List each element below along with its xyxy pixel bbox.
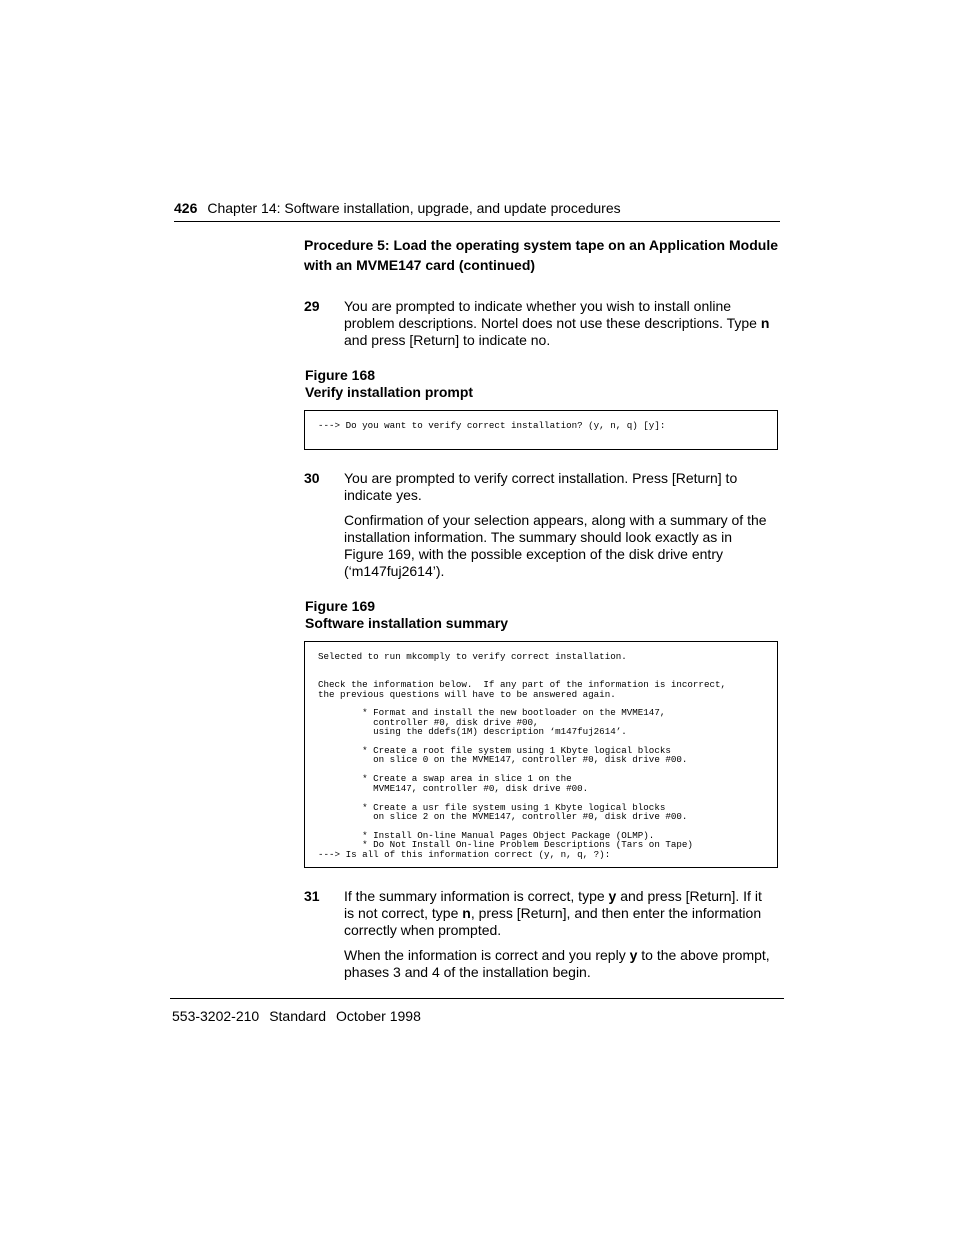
step-number-29: 29 bbox=[304, 298, 320, 314]
step-31-paragraph-2 bbox=[344, 947, 776, 981]
document-status: Standard bbox=[269, 1008, 327, 1024]
figure-169-label: Figure 169 bbox=[305, 598, 376, 614]
figure-168-box bbox=[304, 410, 778, 450]
procedure-title: Procedure 5: Load the operating system tape on an Application Module with an MVME147 card (continued) bbox=[304, 237, 778, 273]
step-number-31: 31 bbox=[304, 888, 320, 904]
step-31-text-a: If the summary information is correct, type bbox=[344, 888, 609, 904]
figure-168-code: ---> Do you want to verify correct installation? (y, n, q) [y]: bbox=[318, 420, 666, 431]
step-31-text-b: and press [Return]. If it is not correct, type bbox=[344, 888, 762, 921]
step-29-key: n bbox=[760, 315, 770, 331]
step-31-p2-a: When the information is correct and you reply bbox=[344, 947, 630, 963]
figure-168-title: Verify installation prompt bbox=[305, 384, 474, 400]
step-30-text: You are prompted to verify correct installation. Press [Return] to indicate yes. bbox=[344, 470, 738, 503]
step-30-paragraph-2: Confirmation of your selection appears, along with a summary of the installation information. The summary should look exactly as in Figure 169, with the possible exception of the disk drive entry (‘m147fuj2614’). bbox=[344, 512, 767, 579]
figure-169-title: Software installation summary bbox=[305, 615, 509, 631]
document-date: October 1998 bbox=[336, 1008, 421, 1024]
step-29-text bbox=[344, 298, 780, 349]
figure-169-code: Selected to run mkcomply to verify correct installation. Check the information below. If any part of the information is incorrect, the previous questions will have to be answered again. * Format and install the new bootloader on the MVME147, controller #0, disk drive #00, using the ddefs(1M) description ‘m147fuj2614’. * Create a root file system using 1 Kbyte logical blocks on slice 0 on the MVME147, controller #0, disk drive #00. * Create a swap area in slice 1 on the MVME147, controller #0, disk drive #00. * Create a usr file system using 1 Kbyte logical blocks on slice 2 on the MVME147, controller #0, disk drive #00. * Install On-line Manual Pages Object Package (OLMP). * Do Not Install On-line Problem Descriptions (Tars on Tape) ---> Is all of this information correct (y, n, q, ?): bbox=[318, 651, 726, 860]
step-31-text bbox=[344, 888, 774, 939]
running-footer bbox=[172, 1008, 431, 1025]
page-number: 426 bbox=[174, 200, 198, 216]
document-number: 553-3202-210 bbox=[172, 1008, 260, 1024]
footer-rule bbox=[170, 998, 784, 999]
step-29-text-b: and press [Return] to indicate no. bbox=[344, 332, 551, 348]
step-31-text-c: , press [Return], and then enter the information correctly when prompted. bbox=[344, 905, 762, 938]
step-31-key-y: y bbox=[608, 888, 617, 904]
chapter-title: Chapter 14: Software installation, upgrade, and update procedures bbox=[207, 200, 621, 216]
figure-169-box bbox=[304, 641, 778, 868]
step-29-text-a: You are prompted to indicate whether you wish to install online problem descriptions. Nortel does not use these descriptions. Type bbox=[344, 298, 761, 331]
step-number-30: 30 bbox=[304, 470, 320, 486]
step-31-p2-b: to the above prompt, phases 3 and 4 of the installation begin. bbox=[344, 947, 770, 980]
step-31-key-n: n bbox=[462, 905, 471, 921]
figure-168-label: Figure 168 bbox=[305, 367, 376, 383]
running-header bbox=[174, 200, 780, 222]
step-31-p2-key: y bbox=[629, 947, 638, 963]
